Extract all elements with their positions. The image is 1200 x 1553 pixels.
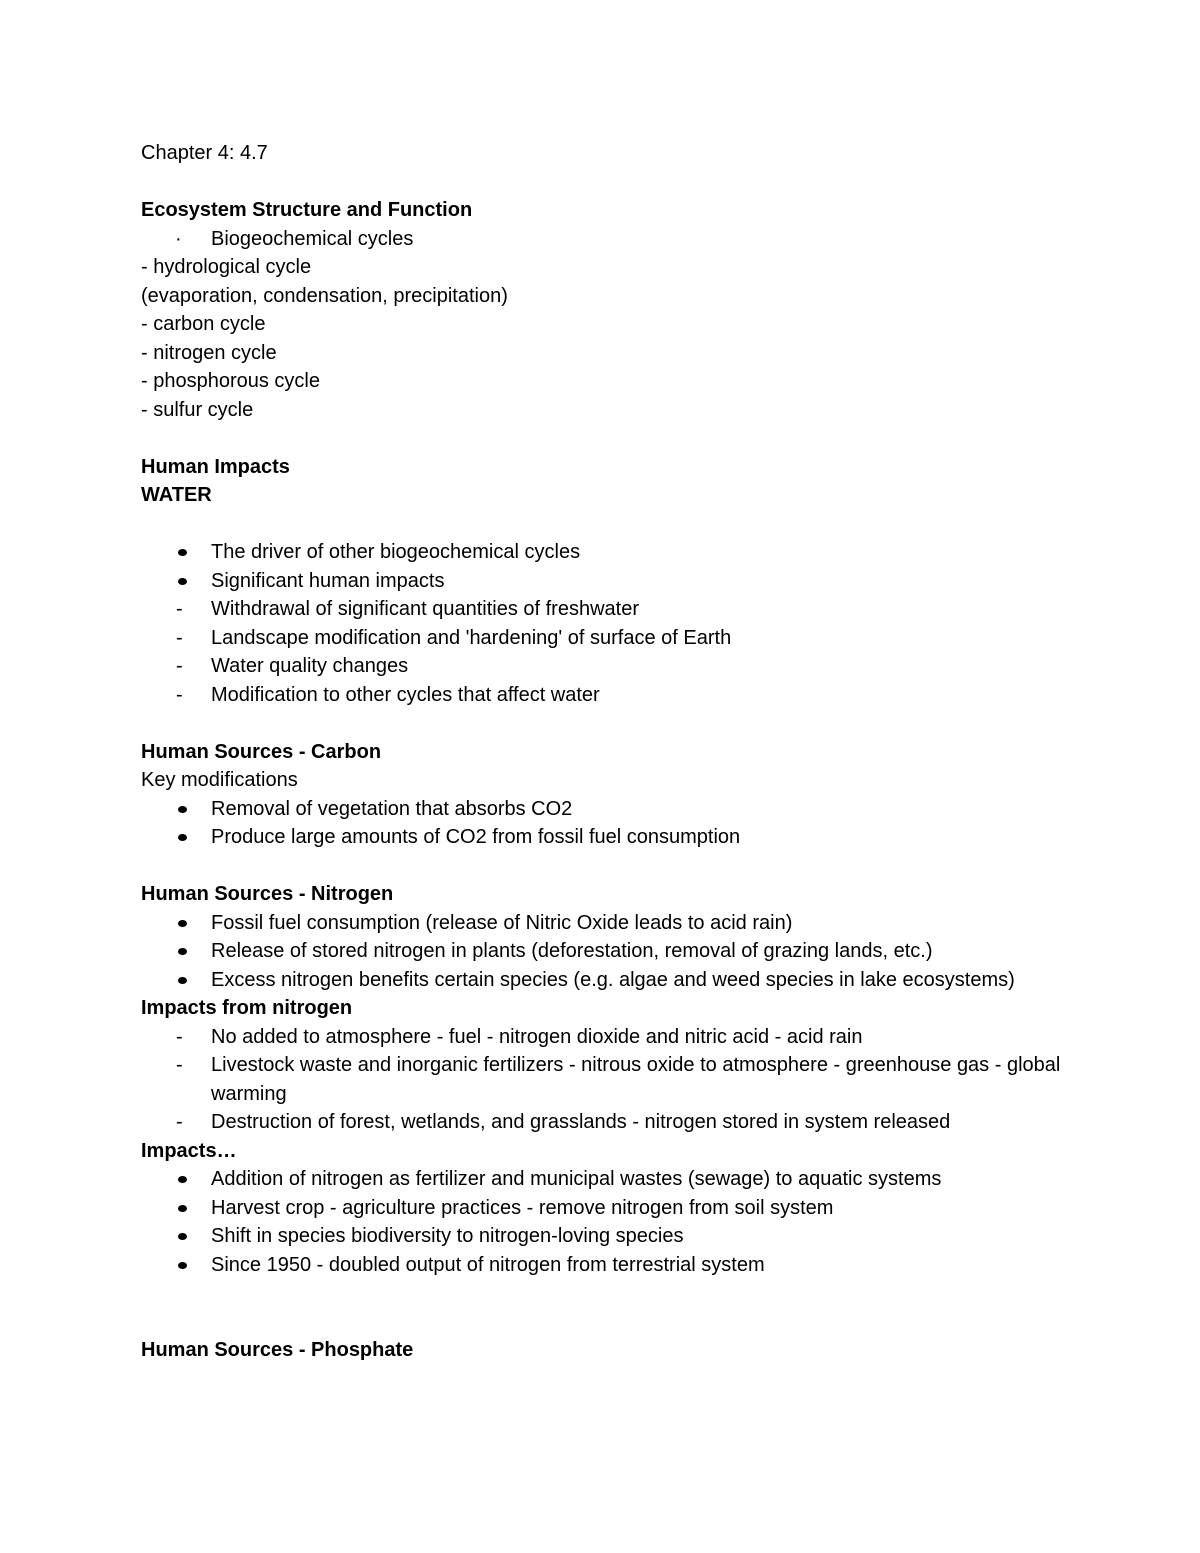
list-item <box>141 681 1101 710</box>
list-item <box>141 595 1101 624</box>
spacer <box>141 168 1101 197</box>
ecosystem-heading: Ecosystem Structure and Function <box>141 199 473 221</box>
list-item <box>141 909 1101 938</box>
list-item-text: Produce large amounts of CO2 from fossil fuel consumption <box>211 826 741 848</box>
carbon-heading: Human Sources - Carbon <box>141 740 382 763</box>
list-item-text: Harvest crop - agriculture practices - remove nitrogen from soil system <box>211 1196 834 1219</box>
list-item-text: Release of stored nitrogen in plants (deforestation, removal of grazing lands, etc.) <box>211 940 933 962</box>
list-item-text: Removal of vegetation that absorbs CO2 <box>211 797 573 820</box>
list-item <box>141 1051 1131 1108</box>
list-item-text: Biogeochemical cycles <box>211 227 414 250</box>
chapter-title: Chapter 4: 4.7 <box>141 142 268 164</box>
list-item <box>141 823 1101 852</box>
nitrogen-heading: Human Sources - Nitrogen <box>141 883 394 905</box>
spacer <box>141 1279 1101 1308</box>
list-item-text: Withdrawal of significant quantities of freshwater <box>211 598 639 620</box>
list-item <box>141 966 1031 995</box>
ecosystem-line: - hydrological cycle <box>141 256 312 278</box>
impacts-heading: Impacts… <box>141 1139 237 1162</box>
list-item-text: Livestock waste and inorganic fertilizers - nitrous oxide to atmosphere - greenhouse gas - global warming <box>211 1054 1061 1105</box>
human-impacts-heading: Human Impacts <box>141 455 290 478</box>
list-item-text: Water quality changes <box>211 655 409 677</box>
spacer <box>141 1308 1101 1337</box>
list-item-text: Addition of nitrogen as fertilizer and municipal wastes (sewage) to aquatic systems <box>211 1168 942 1190</box>
list-item <box>141 652 1101 681</box>
list-item <box>141 538 1101 567</box>
carbon-intro: Key modifications <box>141 769 298 791</box>
spacer <box>141 510 1101 539</box>
ecosystem-line: - phosphorous cycle <box>141 370 320 392</box>
list-item-text: Fossil fuel consumption (release of Nitric Oxide leads to acid rain) <box>211 911 793 934</box>
list-item <box>141 567 1101 596</box>
ecosystem-line: - nitrogen cycle <box>141 341 277 364</box>
list-item <box>141 937 1101 966</box>
list-item <box>141 1222 1101 1251</box>
list-item <box>141 1194 1101 1223</box>
list-item-text: Landscape modification and 'hardening' of surface of Earth <box>211 626 732 649</box>
ecosystem-line: - carbon cycle <box>141 313 266 335</box>
list-item-text: Destruction of forest, wetlands, and grasslands - nitrogen stored in system released <box>211 1111 951 1133</box>
ecosystem-line: - sulfur cycle <box>141 398 254 421</box>
list-item-text: Modification to other cycles that affect water <box>211 683 600 706</box>
list-item <box>141 225 1101 254</box>
phosphate-heading: Human Sources - Phosphate <box>141 1339 414 1361</box>
spacer <box>141 424 1101 453</box>
ecosystem-line: (evaporation, condensation, precipitation) <box>141 284 508 307</box>
list-item <box>141 1165 1101 1194</box>
list-item-text: The driver of other biogeochemical cycles <box>211 541 581 563</box>
list-item-text: Shift in species biodiversity to nitrogen-loving species <box>211 1225 684 1247</box>
list-item <box>141 1251 1101 1280</box>
list-item <box>141 795 1101 824</box>
list-item-text: No added to atmosphere - fuel - nitrogen dioxide and nitric acid - acid rain <box>211 1025 863 1048</box>
list-item <box>141 1108 1101 1137</box>
list-item-text: Excess nitrogen benefits certain species (e.g. algae and weed species in lake ecosystems) <box>211 968 1015 991</box>
list-item-text: Significant human impacts <box>211 569 445 592</box>
document-page <box>141 139 1101 1365</box>
list-item <box>141 624 1101 653</box>
water-subheading: WATER <box>141 484 212 506</box>
list-item <box>141 1023 1101 1052</box>
spacer <box>141 709 1101 738</box>
list-item-text: Since 1950 - doubled output of nitrogen from terrestrial system <box>211 1253 765 1276</box>
spacer <box>141 852 1101 881</box>
impacts-from-nitrogen-heading: Impacts from nitrogen <box>141 997 353 1019</box>
